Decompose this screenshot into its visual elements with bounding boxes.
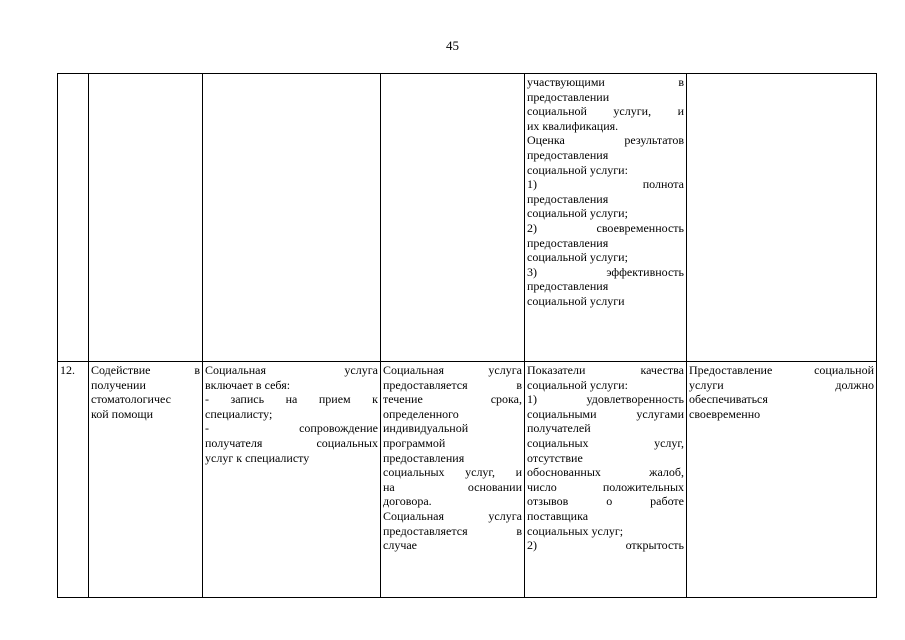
cell-text-line: 1) удовлетворенность: [527, 392, 684, 407]
cell-number-empty: [58, 74, 89, 362]
cell-text-line: включает в себя:: [205, 377, 291, 392]
cell-text-line: Социальная услуга: [205, 363, 378, 377]
cell-text-line: социальными услугами: [527, 406, 684, 421]
cell-name-empty: [89, 74, 203, 362]
cell-text-line: социальной услуги:: [527, 162, 628, 177]
cell-service-content: [203, 362, 381, 598]
cell-text-line: Содействие в: [91, 363, 200, 377]
cell-text-line: индивидуальной: [383, 421, 469, 436]
cell-terms-empty: [381, 74, 525, 362]
cell-text-line: поставщика: [527, 508, 589, 523]
cell-text-line: течение срока,: [383, 392, 522, 407]
cell-text-line: Оценка результатов: [527, 133, 684, 148]
cell-text-line: получении: [91, 377, 146, 392]
cell-text-line: отсутствие: [527, 450, 583, 465]
cell-text-line: число положительных: [527, 479, 684, 494]
cell-text-line: социальной услуги:: [527, 377, 628, 392]
cell-text-line: Социальная услуга: [383, 508, 522, 523]
cell-text-line: услуг к специалисту: [205, 450, 310, 465]
cell-text-line: кой помощи: [91, 406, 154, 421]
cell-text-line: предоставляется в: [383, 377, 522, 392]
cell-text-line: социальной услуги;: [527, 250, 628, 265]
cell-text-line: 3) эффективность: [527, 264, 684, 279]
cell-text-line: 1) полнота: [527, 177, 684, 192]
cell-text-line: 2) открытость: [527, 538, 684, 553]
cell-text-line: социальных услуг;: [527, 523, 624, 538]
cell-text-line: 2) своевременность: [527, 220, 684, 235]
cell-row-number: 12.: [58, 362, 89, 598]
table-row-12: [58, 362, 877, 598]
cell-service-name: [89, 362, 203, 598]
cell-text-line: предоставления: [527, 235, 609, 250]
cell-service-terms: [381, 362, 525, 598]
cell-text-line: социальной услуги, и: [527, 104, 684, 119]
cell-content-empty: [203, 74, 381, 362]
cell-text-line: специалисту;: [205, 406, 273, 421]
cell-text-line: предоставлении: [527, 89, 610, 104]
cell-text-line: социальной услуги: [527, 293, 625, 308]
cell-text-line: участвующими в: [527, 75, 684, 89]
cell-quality-indicators: [525, 362, 687, 598]
cell-text-line: услуги должно: [689, 377, 874, 392]
cell-text-line: Предоставление социальной: [689, 363, 874, 377]
cell-text-line: Показатели качества: [527, 363, 684, 377]
cell-text-line: программой: [383, 435, 446, 450]
cell-text-line: своевременно: [689, 406, 761, 421]
cell-text-line: определенного: [383, 406, 459, 421]
cell-text-line: обоснованных жалоб,: [527, 465, 684, 480]
table-row-continuation: [58, 74, 877, 362]
cell-text-line: предоставления: [527, 191, 609, 206]
cell-text-line: случае: [383, 538, 418, 553]
cell-text-line: Социальная услуга: [383, 363, 522, 377]
cell-text-line: предоставляется в: [383, 523, 522, 538]
cell-text-line: предоставления: [527, 279, 609, 294]
cell-provision-conditions: [687, 362, 877, 598]
cell-text-line: договора.: [383, 494, 432, 509]
cell-text-line: стоматологичес: [91, 392, 171, 407]
cell-text-line: получателя социальных: [205, 435, 378, 450]
cell-text-line: предоставления: [383, 450, 465, 465]
cell-text-line: - сопровождение: [205, 421, 378, 436]
cell-quality-continued: [525, 74, 687, 362]
cell-conditions-empty: [687, 74, 877, 362]
cell-text-line: социальной услуги;: [527, 206, 628, 221]
cell-text-line: социальных услуг, и: [383, 465, 522, 480]
page-number: 45: [446, 38, 459, 53]
cell-text-line: обеспечиваться: [689, 392, 768, 407]
cell-text-line: - запись на прием к: [205, 392, 378, 407]
cell-text-line: социальных услуг,: [527, 435, 684, 450]
services-table: [57, 73, 877, 598]
cell-text-line: отзывов о работе: [527, 494, 684, 509]
cell-text-line: предоставления: [527, 147, 609, 162]
cell-text-line: на основании: [383, 479, 522, 494]
cell-text-line: их квалификация.: [527, 118, 619, 133]
cell-text-line: получателей: [527, 421, 591, 436]
